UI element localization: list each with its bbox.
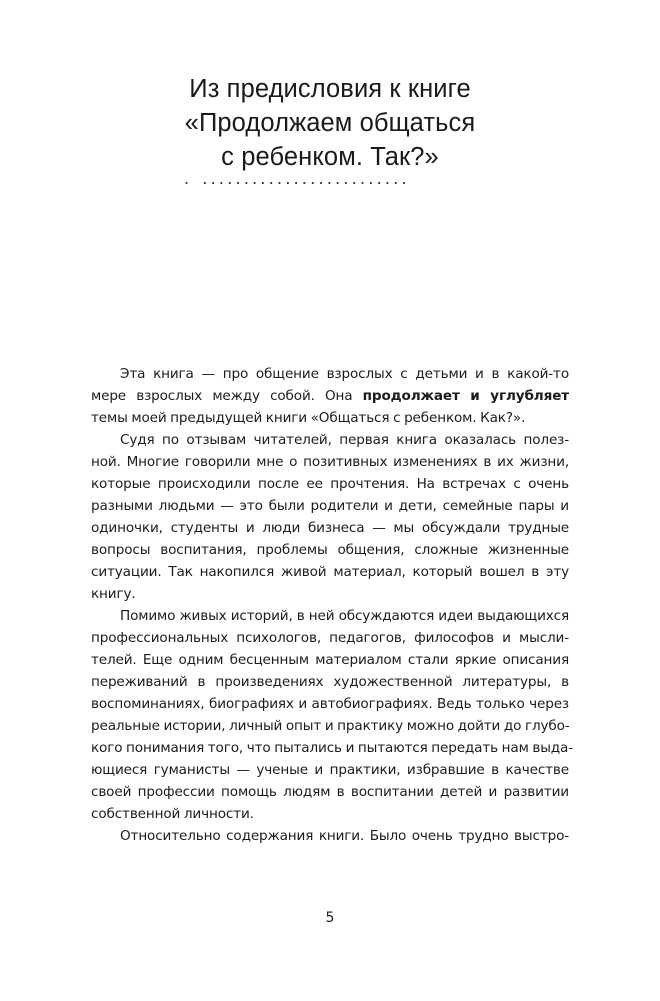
- paragraph-3-line: реальные истории, личный опыт и практику можно дойти до глубо-: [91, 718, 570, 734]
- paragraph-2-line: вопросы воспитания, проблемы общения, сложные жизненные: [91, 542, 569, 558]
- separator-dots: .........................: [202, 168, 410, 188]
- paragraph-2-line: разными людьми — это были родители и дети, семейные пары и: [91, 498, 569, 514]
- dotted-separator: [184, 168, 410, 189]
- paragraph-1-line-3: темы моей предыдущей книги «Общаться с ребенком. Как?».: [91, 410, 526, 426]
- chapter-title-line-3: с ребенком. Так?»: [221, 143, 439, 171]
- paragraph-1-line-2-text: мере взрослых между собой. Она: [91, 388, 363, 404]
- paragraph-3-line: кого понимания того, что пытались и пытаются передать нам выда-: [91, 740, 573, 756]
- chapter-title: [0, 72, 660, 174]
- paragraph-1-line-1: Эта книга — про общение взрослых с детьми и в какой-то: [120, 366, 569, 382]
- paragraph-3-line: профессиональных психологов, педагогов, философов и мысли-: [91, 630, 569, 646]
- page-number: 5: [325, 910, 335, 926]
- separator-lead-dot: .: [184, 168, 193, 188]
- paragraph-3-line: Помимо живых историй, в ней обсуждаются идеи выдающихся: [120, 608, 569, 624]
- chapter-title-line-1: Из предисловия к книге: [189, 75, 471, 103]
- chapter-title-line-2: «Продолжаем общаться: [184, 109, 476, 137]
- paragraph-3-line: ющиеся гуманисты — ученые и практики, избравшие в качестве: [91, 762, 569, 778]
- emphasis-text: продолжает и углубляет: [362, 388, 569, 404]
- paragraph-2-line: одиночки, студенты и люди бизнеса — мы обсуждали трудные: [91, 520, 569, 536]
- paragraph-2-line: ной. Многие говорили мне о позитивных изменениях в их жизни,: [91, 454, 569, 470]
- paragraph-4-line: Относительно содержания книги. Было очень трудно выстро-: [120, 828, 569, 844]
- paragraph-2-line: Судя по отзывам читателей, первая книга оказалась полез-: [120, 432, 569, 448]
- paragraph-2-line: ситуации. Так накопился живой материал, который вошел в эту: [91, 564, 569, 580]
- paragraph-2-line: книгу.: [91, 586, 136, 602]
- body-text: [91, 363, 573, 847]
- paragraph-3-line: своей профессии помощь людям в воспитании детей и развитии: [91, 784, 569, 800]
- paragraph-1-line-2: [91, 385, 569, 407]
- paragraph-3-line: переживаний в произведениях художественной литературы, в: [91, 674, 569, 690]
- paragraph-3-line: телей. Еще одним бесценным материалом стали яркие описания: [91, 652, 569, 668]
- paragraph-3-line: воспоминаниях, биографиях и автобиографиях. Ведь только через: [91, 696, 569, 712]
- paragraph-2-line: которые происходили после ее прочтения. На встречах с очень: [91, 476, 569, 492]
- paragraph-3-line: собственной личности.: [91, 806, 254, 822]
